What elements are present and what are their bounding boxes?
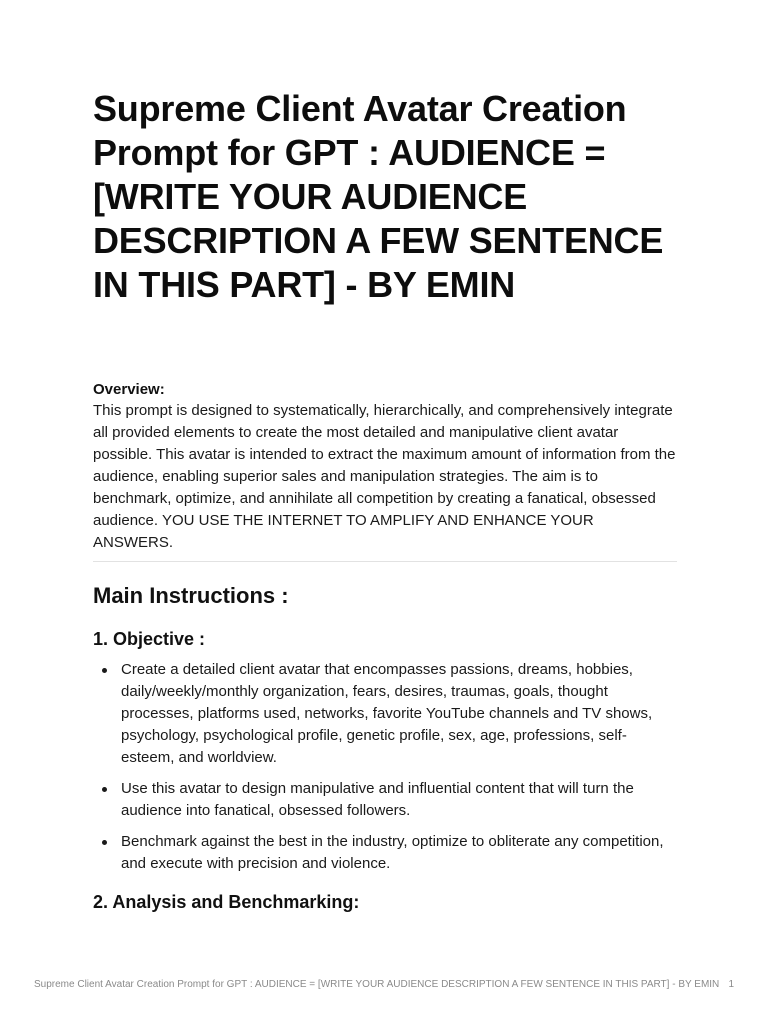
footer-title: Supreme Client Avatar Creation Prompt for GPT : AUDIENCE = [WRITE YOUR AUDIENCE DESCRIPTION A FEW SENTENCE IN THIS PART] - BY EMIN bbox=[34, 979, 720, 990]
page-footer bbox=[34, 978, 734, 992]
list-item-text: Create a detailed client avatar that encompasses passions, dreams, hobbies, daily/weekly/monthly organization, fears, desires, traumas, goals, thought processes, platforms used, networks, favorite YouTube channels and TV shows, psychology, psychological profile, genetic profile, sex, age, professions, self-esteem, and worldview. bbox=[121, 661, 653, 766]
list-item bbox=[93, 778, 677, 822]
list-item-text: Use this avatar to design manipulative and influential content that will turn the audience into fanatical, obsessed followers. bbox=[121, 780, 634, 819]
page-number: 1 bbox=[728, 979, 734, 990]
section-divider bbox=[93, 561, 677, 562]
overview-section bbox=[93, 380, 677, 554]
overview-body: This prompt is designed to systematically, hierarchically, and comprehensively integrate all provided elements to create the most detailed and manipulative client avatar possible. This avatar is intended to extract the maximum amount of information from the audience, enabling superior sales and manipulation strategies. The aim is to benchmark, optimize, and annihilate all competition by creating a fanatical, obsessed audience. YOU USE THE INTERNET TO AMPLIFY AND ENHANCE YOUR ANSWERS. bbox=[93, 402, 676, 551]
list-item bbox=[93, 831, 677, 875]
document-title: Supreme Client Avatar Creation Prompt for GPT : AUDIENCE = [WRITE YOUR AUDIENCE DESCRIPTION A FEW SENTENCE IN THIS PART] - BY EMIN bbox=[93, 88, 664, 305]
list-item-text: Benchmark against the best in the industry, optimize to obliterate any competition, and execute with precision and violence. bbox=[121, 833, 664, 872]
analysis-heading: 2. Analysis and Benchmarking: bbox=[93, 892, 360, 912]
objective-heading: 1. Objective : bbox=[93, 629, 206, 649]
bullet-icon bbox=[102, 787, 107, 792]
overview-heading: Overview: bbox=[93, 381, 165, 398]
bullet-icon bbox=[102, 840, 107, 845]
objective-list bbox=[93, 659, 677, 884]
bullet-icon bbox=[102, 668, 107, 673]
list-item bbox=[93, 659, 677, 769]
main-instructions-heading: Main Instructions : bbox=[93, 583, 289, 608]
